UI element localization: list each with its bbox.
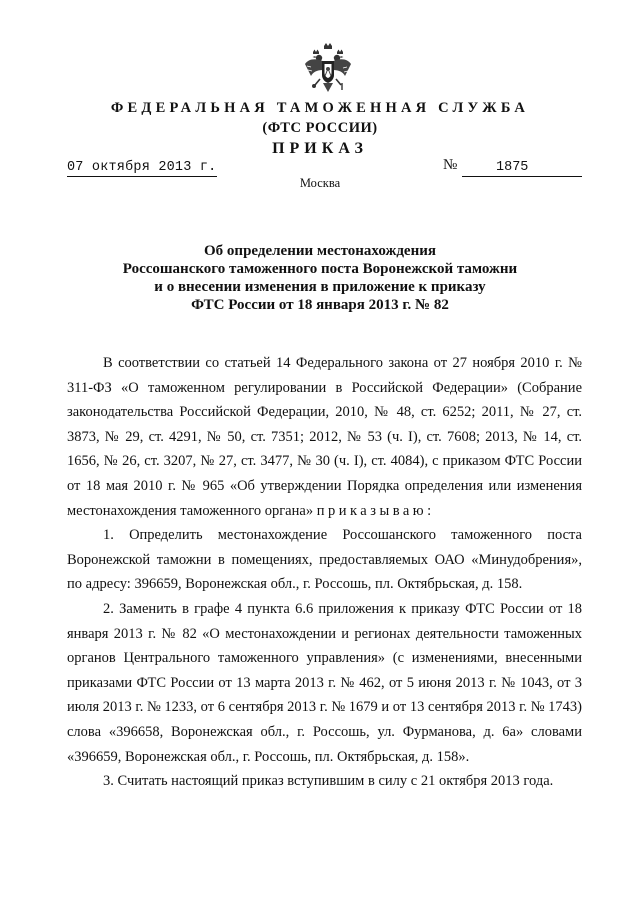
order-title [0, 242, 640, 314]
order-date: 07 октября 2013 г. [67, 160, 217, 175]
agency-name: ФЕДЕРАЛЬНАЯ ТАМОЖЕННАЯ СЛУЖБА [110, 100, 530, 116]
order-number: 1875 [462, 160, 582, 177]
order-item-3: 3. Считать настоящий приказ вступившим в силу с 21 октября 2013 года. [103, 773, 554, 790]
order-word: приказываю: [316, 502, 435, 519]
preamble-paragraph [67, 351, 582, 523]
title-line: ФТС России от 18 января 2013 г. № 82 [191, 297, 449, 313]
title-line: Россошанского таможенного поста Воронежской таможни [122, 261, 518, 277]
document-type: ПРИКАЗ [272, 140, 368, 157]
order-body [67, 351, 582, 794]
double-headed-eagle-icon [303, 42, 353, 94]
city: Москва [299, 176, 341, 190]
order-item-1: 1. Определить местонахождение Россошанского таможенного поста Воронежской таможни в помещениях, предоставляемых ОАО «Минудобрения», по адресу: 396659, Воронежская обл., г. Россошь, пл. Октябрьская, д. 158. [67, 527, 582, 593]
agency-short-name: (ФТС РОССИИ) [262, 120, 378, 136]
title-line: Об определении местонахождения [204, 243, 436, 259]
title-line: и о внесении изменения в приложение к приказу [154, 279, 486, 295]
order-number-label: № [443, 157, 458, 173]
order-item-2: 2. Заменить в графе 4 пункта 6.6 приложения к приказу ФТС России от 18 января 2013 г. № 82 «О местонахождении и регионах деятельности таможенных органов Центрального таможенного управления» (с изменениями, внесенными приказами ФТС России от 13 марта 2013 г. № 462, от 5 июня 2013 г. № 1043, от 3 июля 2013 г. № 1233, от 6 сентября 2013 г. № 1679 и от 13 сентября 2013 г. № 1743) слова «396658, Воронежская обл., г. Россошь, ул. Фурманова, д. 6а» словами «396659, Воронежская обл., г. Россошь, пл. Октябрьская, д. 158». [67, 600, 582, 765]
preamble-text: В соответствии со статьей 14 Федерального закона от 27 ноября 2010 г. № 311-ФЗ «О таможенном регулировании в Российской Федерации» (Собрание законодательства Российской Федерации, 2010, № 48, ст. 6252; 2011, № 27, ст. 3873, № 29, ст. 4291, № 50, ст. 7351; 2012, № 53 (ч. I), ст. 7608; 2013, № 14, ст. 1656, № 26, ст. 3207, № 27, ст. 3477, № 30 (ч. I), ст. 4084), с приказом ФТС России от 18 мая 2010 г. № 965 «Об утверждении Порядка определения или изменения местонахождения таможенного органа» [67, 355, 582, 519]
